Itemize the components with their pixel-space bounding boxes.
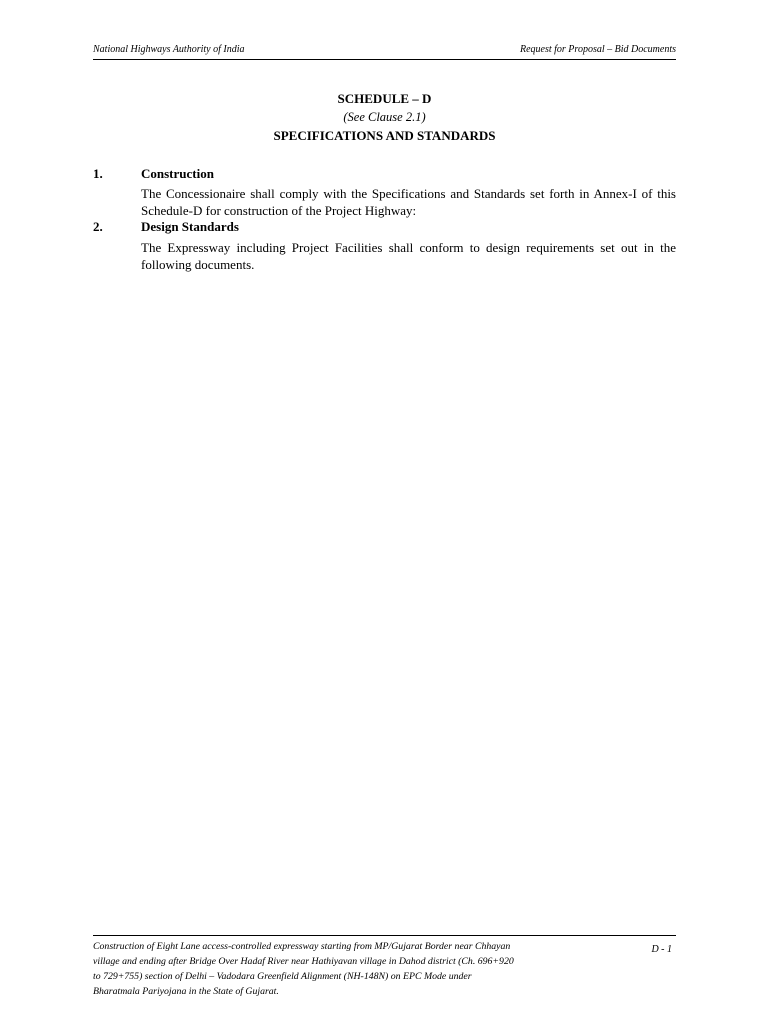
section-1-heading: Construction (141, 166, 214, 181)
header-document-type: Request for Proposal – Bid Documents (519, 44, 676, 55)
section-1-number: 1. (93, 166, 103, 181)
header-organization: National Highways Authority of India (93, 44, 245, 55)
footer-line: Bharatmala Pariyojana in the State of Gujarat. (93, 986, 279, 997)
section-2-number: 2. (93, 219, 103, 234)
section-2-body: The Expressway including Project Facilities shall conform to design requirements set out in the following documents. (141, 240, 676, 272)
footer-line: village and ending after Bridge Over Hadaf River near Hathiyavan village in Dahod district (Ch. 696+920 (93, 956, 514, 967)
page-header (93, 43, 676, 60)
section-title: SPECIFICATIONS AND STANDARDS (273, 128, 496, 143)
footer-project-description (93, 939, 613, 999)
section-2-heading: Design Standards (141, 219, 239, 234)
page-number: D - 1 (651, 944, 672, 955)
page-footer (93, 935, 676, 997)
clause-reference: (See Clause 2.1) (343, 110, 426, 124)
schedule-title: SCHEDULE – D (337, 91, 432, 106)
footer-line: to 729+755) section of Delhi – Vadodara Greenfield Alignment (NH-148N) on EPC Mode under (93, 971, 472, 982)
section-1-body: The Concessionaire shall comply with the Specifications and Standards set forth in Annex-I of this Schedule-D for construction of the Project Highway: (141, 186, 676, 218)
footer-line: Construction of Eight Lane access-controlled expressway starting from MP/Gujarat Border near Chhayan (93, 941, 511, 952)
